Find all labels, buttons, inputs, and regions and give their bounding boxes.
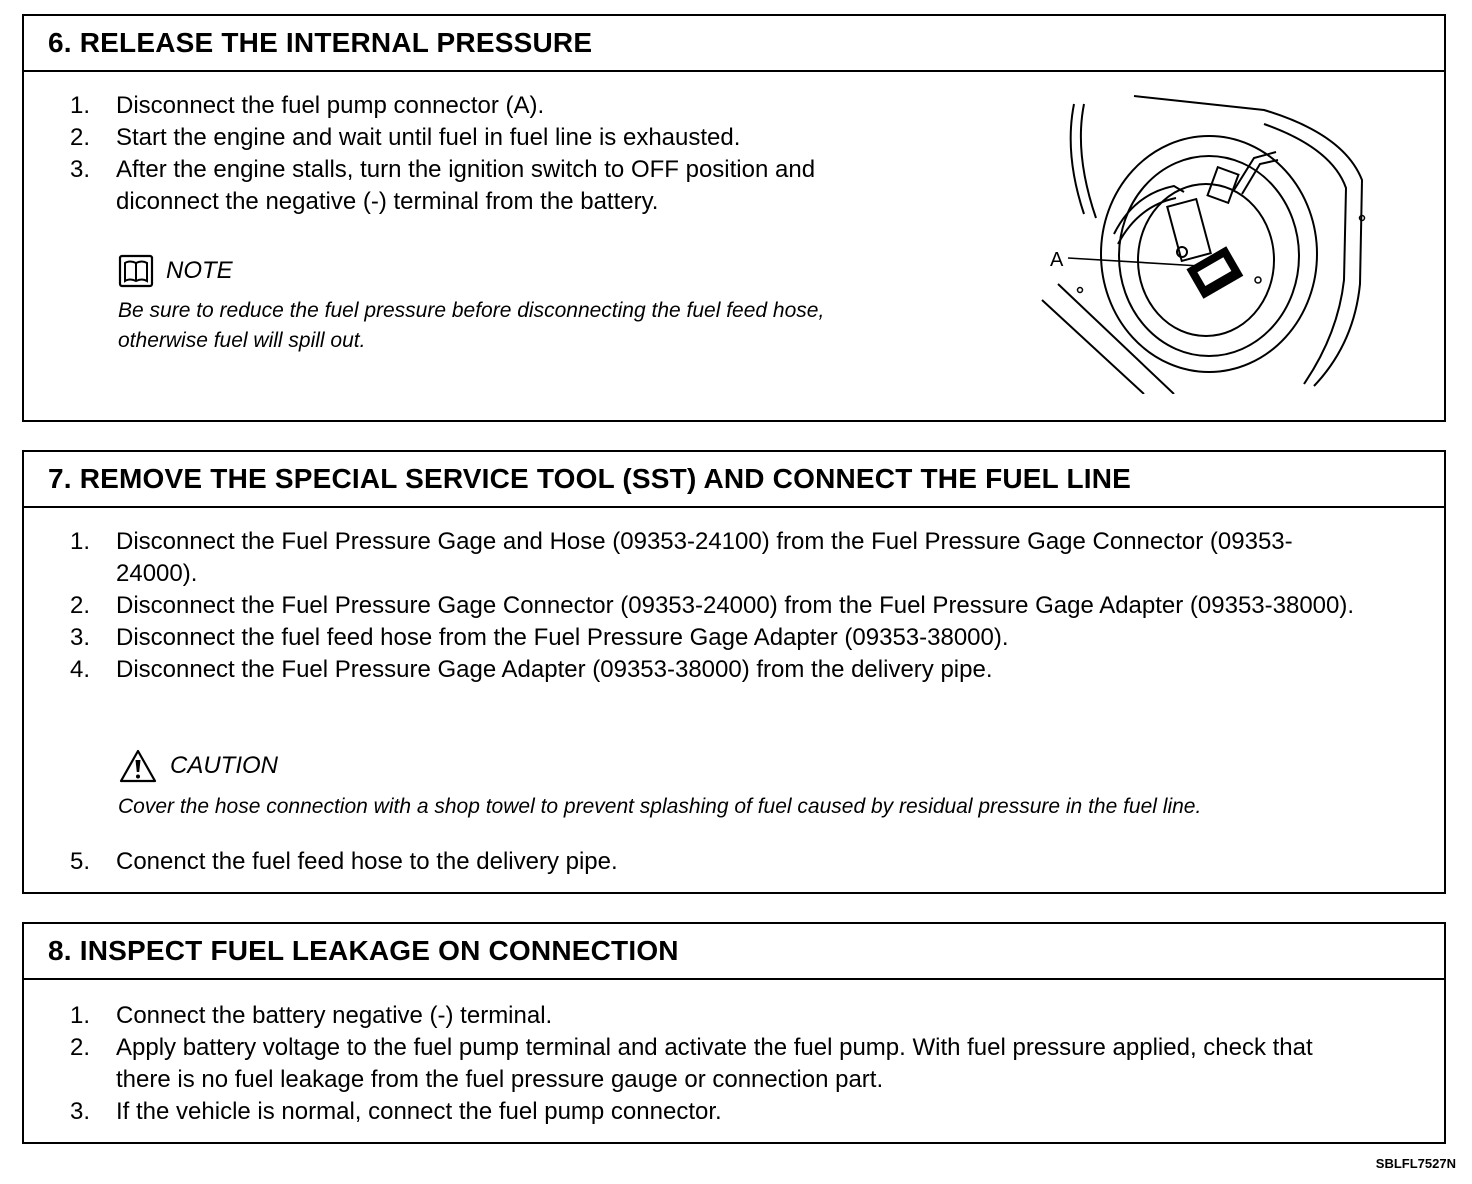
list-item bbox=[70, 1096, 1360, 1128]
leader-line bbox=[1068, 258, 1200, 266]
fuel-pump-illustration bbox=[1014, 94, 1394, 394]
step-list-after bbox=[70, 846, 1360, 878]
step-number: 1. bbox=[70, 92, 91, 119]
step-number: 5. bbox=[70, 848, 91, 875]
step-list bbox=[70, 90, 840, 218]
step-number: 3. bbox=[70, 1098, 91, 1125]
pump-ring-mid bbox=[1119, 156, 1299, 356]
step-text: Connect the battery negative (-) terminal. bbox=[116, 1002, 553, 1029]
caution-text: Cover the hose connection with a shop towel to prevent splashing of fuel caused by residual pressure in the fuel line. bbox=[118, 795, 1202, 818]
list-item bbox=[70, 1032, 1360, 1096]
fuel-hose bbox=[1114, 186, 1184, 244]
list-item bbox=[70, 590, 1360, 622]
step-text: After the engine stalls, turn the ignition switch to OFF position and diconnect the negative (-) terminal from the battery. bbox=[116, 156, 816, 215]
caution-label: CAUTION bbox=[170, 752, 278, 779]
step-number: 2. bbox=[70, 1034, 91, 1061]
step-text: Conenct the fuel feed hose to the delivery pipe. bbox=[116, 848, 618, 875]
step-list bbox=[70, 1000, 1360, 1128]
step-list bbox=[70, 526, 1360, 686]
step-text: Start the engine and wait until fuel in fuel line is exhausted. bbox=[116, 124, 741, 151]
note-label: NOTE bbox=[166, 257, 233, 284]
note-text: Be sure to reduce the fuel pressure before disconnecting the fuel feed hose, otherwise fuel will spill out. bbox=[118, 299, 825, 352]
step-text: Apply battery voltage to the fuel pump terminal and activate the fuel pump. With fuel pressure applied, check that there is no fuel leakage from the fuel pressure gauge or connection part. bbox=[116, 1034, 1313, 1093]
step-text: Disconnect the Fuel Pressure Gage and Hose (09353-24100) from the Fuel Pressure Gage Connector (09353-24000). bbox=[116, 528, 1293, 587]
list-item bbox=[70, 90, 840, 122]
list-item bbox=[70, 846, 1360, 878]
list-item bbox=[70, 654, 1360, 686]
step-number: 3. bbox=[70, 624, 91, 651]
book-icon bbox=[118, 254, 154, 288]
step-number: 3. bbox=[70, 156, 91, 183]
connector-top bbox=[1208, 167, 1239, 203]
list-item bbox=[70, 154, 840, 218]
step-text: Disconnect the fuel pump connector (A). bbox=[116, 92, 545, 119]
section-title: 6. RELEASE THE INTERNAL PRESSURE bbox=[24, 16, 1444, 72]
step-number: 2. bbox=[70, 124, 91, 151]
section-title: 7. REMOVE THE SPECIAL SERVICE TOOL (SST) AND CONNECT THE FUEL LINE bbox=[24, 452, 1444, 508]
list-item bbox=[70, 1000, 1360, 1032]
step-number: 1. bbox=[70, 1002, 91, 1029]
bracket bbox=[1167, 199, 1210, 261]
step-number: 1. bbox=[70, 528, 91, 555]
list-item bbox=[70, 122, 840, 154]
label-a: A bbox=[1050, 249, 1064, 271]
figure-code: SBLFL7527N bbox=[1375, 1156, 1456, 1171]
tank-outline bbox=[1042, 96, 1362, 394]
warning-icon bbox=[118, 748, 158, 784]
note-header bbox=[118, 254, 233, 288]
section-release-pressure bbox=[22, 14, 1446, 422]
list-item bbox=[70, 526, 1360, 590]
section-title: 8. INSPECT FUEL LEAKAGE ON CONNECTION bbox=[24, 924, 1444, 980]
section-inspect-leakage bbox=[22, 922, 1446, 1144]
step-text: If the vehicle is normal, connect the fuel pump connector. bbox=[116, 1098, 722, 1125]
step-text: Disconnect the fuel feed hose from the Fuel Pressure Gage Adapter (09353-38000). bbox=[116, 624, 1009, 651]
step-text: Disconnect the Fuel Pressure Gage Connector (09353-24000) from the Fuel Pressure Gage Adapter (09353-38000). bbox=[116, 592, 1355, 619]
list-item bbox=[70, 622, 1360, 654]
step-number: 4. bbox=[70, 656, 91, 683]
caution-header bbox=[118, 748, 278, 784]
step-number: 2. bbox=[70, 592, 91, 619]
section-remove-sst bbox=[22, 450, 1446, 894]
step-text: Disconnect the Fuel Pressure Gage Adapter (09353-38000) from the delivery pipe. bbox=[116, 656, 993, 683]
